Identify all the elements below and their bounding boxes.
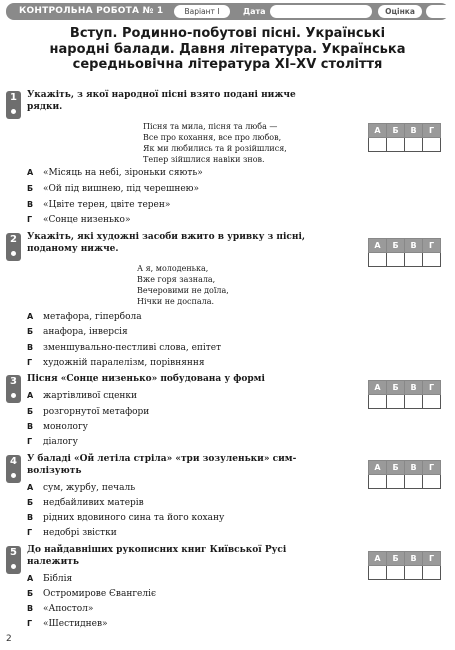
option-d	[27, 357, 205, 369]
option-text: Остромирове Євангеліє	[43, 589, 157, 599]
option-letter: А	[27, 574, 34, 583]
bullet-dot-icon	[11, 473, 16, 478]
answer-letter-c: В	[405, 124, 423, 138]
stem-line: Укажіть, які художні засоби вжито в уривку з пісні,	[27, 232, 306, 242]
answer-cell-d[interactable]	[423, 253, 441, 267]
title-line: народні балади. Давня література. Українська	[49, 41, 406, 57]
stem-line: Укажіть, з якої народної пісні взято подані нижче	[27, 90, 296, 100]
test-label: КОНТРОЛЬНА РОБОТА № 1	[19, 6, 164, 16]
option-text: зменшувально-пестливі слова, епітет	[43, 343, 222, 353]
answer-letter-d: Г	[423, 124, 441, 138]
option-text: анафора, інверсія	[43, 327, 128, 337]
option-letter: В	[27, 604, 34, 613]
answer-cell-a[interactable]	[369, 566, 387, 580]
variant-label: Варіант І	[174, 5, 230, 18]
page-title	[30, 26, 425, 73]
option-c	[27, 603, 93, 615]
verse-line: Тепер зійшлися навіки знов.	[143, 155, 265, 164]
answer-cell-a[interactable]	[369, 253, 387, 267]
option-text: «Цвіте терен, цвіте терен»	[43, 200, 171, 210]
option-text: монологу	[43, 422, 88, 432]
option-letter: В	[27, 513, 34, 522]
answer-grid	[368, 238, 441, 267]
option-letter: Б	[27, 407, 34, 416]
answer-letter-b: Б	[387, 381, 405, 395]
answer-cell-c[interactable]	[405, 566, 423, 580]
option-a	[27, 311, 142, 323]
option-text: недобрі звістки	[43, 528, 117, 538]
option-text: метафора, гіпербола	[43, 312, 142, 322]
answer-letter-a: А	[369, 552, 387, 566]
title-line: Вступ. Родинно-побутові пісні. Українські	[69, 26, 386, 41]
answer-letter-b: Б	[387, 124, 405, 138]
bullet-dot-icon	[11, 109, 16, 114]
option-letter: А	[27, 312, 34, 321]
verse-excerpt	[137, 263, 229, 307]
question-number: 1	[10, 92, 17, 103]
option-text: рідних вдовиного сина та його кохану	[43, 513, 225, 523]
answer-letter-d: Г	[423, 381, 441, 395]
option-d	[27, 214, 130, 226]
stem-line: До найдавніших рукописних книг Київської Русі	[27, 545, 287, 555]
answer-cell-c[interactable]	[405, 138, 423, 152]
answer-letter-c: В	[405, 461, 423, 475]
stem-line: У баладі «Ой летіла стріла» «три зозуленьки» сим-	[27, 454, 297, 464]
option-letter: Г	[27, 528, 33, 537]
verse-line: Як ми любились та й розійшлися,	[143, 144, 287, 153]
option-text: художній паралелізм, порівняння	[43, 358, 205, 368]
grade-label: Оцінка	[378, 5, 422, 18]
option-letter: Б	[27, 498, 34, 507]
option-text: сум, журбу, печаль	[43, 483, 136, 493]
answer-cell-b[interactable]	[387, 253, 405, 267]
answer-cell-c[interactable]	[405, 395, 423, 409]
question-number: 3	[10, 376, 17, 387]
question-stem	[27, 545, 367, 568]
answer-cell-d[interactable]	[423, 395, 441, 409]
answer-cell-b[interactable]	[387, 138, 405, 152]
bullet-dot-icon	[11, 564, 16, 569]
verse-line: А я, молоденька,	[137, 264, 209, 273]
bullet-dot-icon	[11, 251, 16, 256]
verse-line: Вечеровими не доїла,	[137, 286, 229, 295]
answer-letter-b: Б	[387, 239, 405, 253]
option-b	[27, 326, 128, 338]
question-number: 2	[10, 234, 17, 245]
verse-line: Все про кохання, все про любов,	[143, 133, 282, 142]
option-letter: В	[27, 422, 34, 431]
question-number-badge	[6, 455, 21, 483]
answer-letter-a: А	[369, 124, 387, 138]
option-text: «Місяць на небі, зіроньки сяють»	[43, 168, 203, 178]
option-text: розгорнутої метафори	[43, 407, 150, 417]
question-number-badge	[6, 91, 21, 119]
option-b	[27, 497, 144, 509]
option-text: «Сонце низенько»	[43, 215, 131, 225]
verse-line: Нічки не доспала.	[137, 297, 215, 306]
option-letter: А	[27, 391, 34, 400]
stem-line: рядки.	[27, 101, 63, 112]
option-c	[27, 421, 88, 433]
option-b	[27, 588, 156, 600]
answer-grid	[368, 380, 441, 409]
page-number: 2	[6, 634, 12, 644]
answer-letter-a: А	[369, 239, 387, 253]
question-number: 4	[10, 456, 17, 467]
question-number-badge	[6, 375, 21, 403]
option-b	[27, 183, 199, 195]
answer-letter-d: Г	[423, 552, 441, 566]
option-c	[27, 512, 224, 524]
option-text: Біблія	[43, 574, 73, 584]
option-text: «Апостол»	[43, 604, 94, 614]
verse-line: Вже горя зазнала,	[137, 275, 216, 284]
date-label: Дата	[243, 7, 266, 16]
option-a	[27, 573, 72, 585]
question-number-badge	[6, 233, 21, 261]
answer-letter-c: В	[405, 381, 423, 395]
option-d	[27, 618, 108, 630]
stem-line: Пісня «Сонце низенько» побудована у формі	[27, 374, 265, 384]
stem-line: волізують	[27, 465, 82, 476]
option-letter: Г	[27, 358, 33, 367]
option-letter: В	[27, 343, 34, 352]
answer-cell-a[interactable]	[369, 475, 387, 489]
answer-cell-b[interactable]	[387, 566, 405, 580]
title-line: середньовічна література XI–XV століття	[72, 57, 383, 72]
verse-excerpt	[143, 121, 287, 165]
answer-letter-b: Б	[387, 552, 405, 566]
option-text: «Ой під вишнею, під черешнею»	[43, 184, 200, 194]
answer-cell-d[interactable]	[423, 475, 441, 489]
answer-grid	[368, 460, 441, 489]
option-text: «Шестиднев»	[43, 619, 108, 629]
option-letter: А	[27, 168, 34, 177]
option-letter: Б	[27, 589, 34, 598]
answer-letter-b: Б	[387, 461, 405, 475]
option-letter: Г	[27, 215, 33, 224]
verse-line: Пісня та мила, пісня та люба —	[143, 122, 278, 131]
answer-letter-a: А	[369, 381, 387, 395]
answer-cell-d[interactable]	[423, 566, 441, 580]
option-text: недбайливих матерів	[43, 498, 144, 508]
answer-letter-a: А	[369, 461, 387, 475]
answer-cell-a[interactable]	[369, 138, 387, 152]
test-header-bar	[6, 3, 449, 20]
answer-cell-c[interactable]	[405, 475, 423, 489]
question-stem	[27, 90, 367, 113]
option-letter: В	[27, 200, 34, 209]
answer-grid	[368, 123, 441, 152]
question-stem	[27, 232, 367, 255]
option-d	[27, 436, 78, 448]
option-text: діалогу	[43, 437, 78, 447]
option-letter: Г	[27, 437, 33, 446]
option-a	[27, 167, 203, 179]
option-b	[27, 406, 149, 418]
answer-letter-d: Г	[423, 461, 441, 475]
stem-line: належить	[27, 556, 79, 567]
question-number-badge	[6, 546, 21, 574]
option-letter: А	[27, 483, 34, 492]
answer-cell-d[interactable]	[423, 138, 441, 152]
date-field[interactable]	[270, 5, 372, 18]
option-c	[27, 342, 221, 354]
grade-field[interactable]	[426, 5, 454, 18]
answer-letter-c: В	[405, 552, 423, 566]
answer-cell-b[interactable]	[387, 395, 405, 409]
option-a	[27, 390, 137, 402]
option-a	[27, 482, 135, 494]
question-number: 5	[10, 547, 17, 558]
answer-cell-a[interactable]	[369, 395, 387, 409]
stem-line: поданому нижче.	[27, 243, 119, 254]
question-stem	[27, 454, 367, 477]
answer-letter-c: В	[405, 239, 423, 253]
question-stem	[27, 374, 367, 386]
option-c	[27, 199, 170, 211]
option-letter: Б	[27, 184, 34, 193]
answer-cell-b[interactable]	[387, 475, 405, 489]
answer-cell-c[interactable]	[405, 253, 423, 267]
bullet-dot-icon	[11, 393, 16, 398]
option-letter: Б	[27, 327, 34, 336]
option-text: жартівливої сценки	[43, 391, 138, 401]
answer-letter-d: Г	[423, 239, 441, 253]
option-letter: Г	[27, 619, 33, 628]
option-d	[27, 527, 117, 539]
answer-grid	[368, 551, 441, 580]
